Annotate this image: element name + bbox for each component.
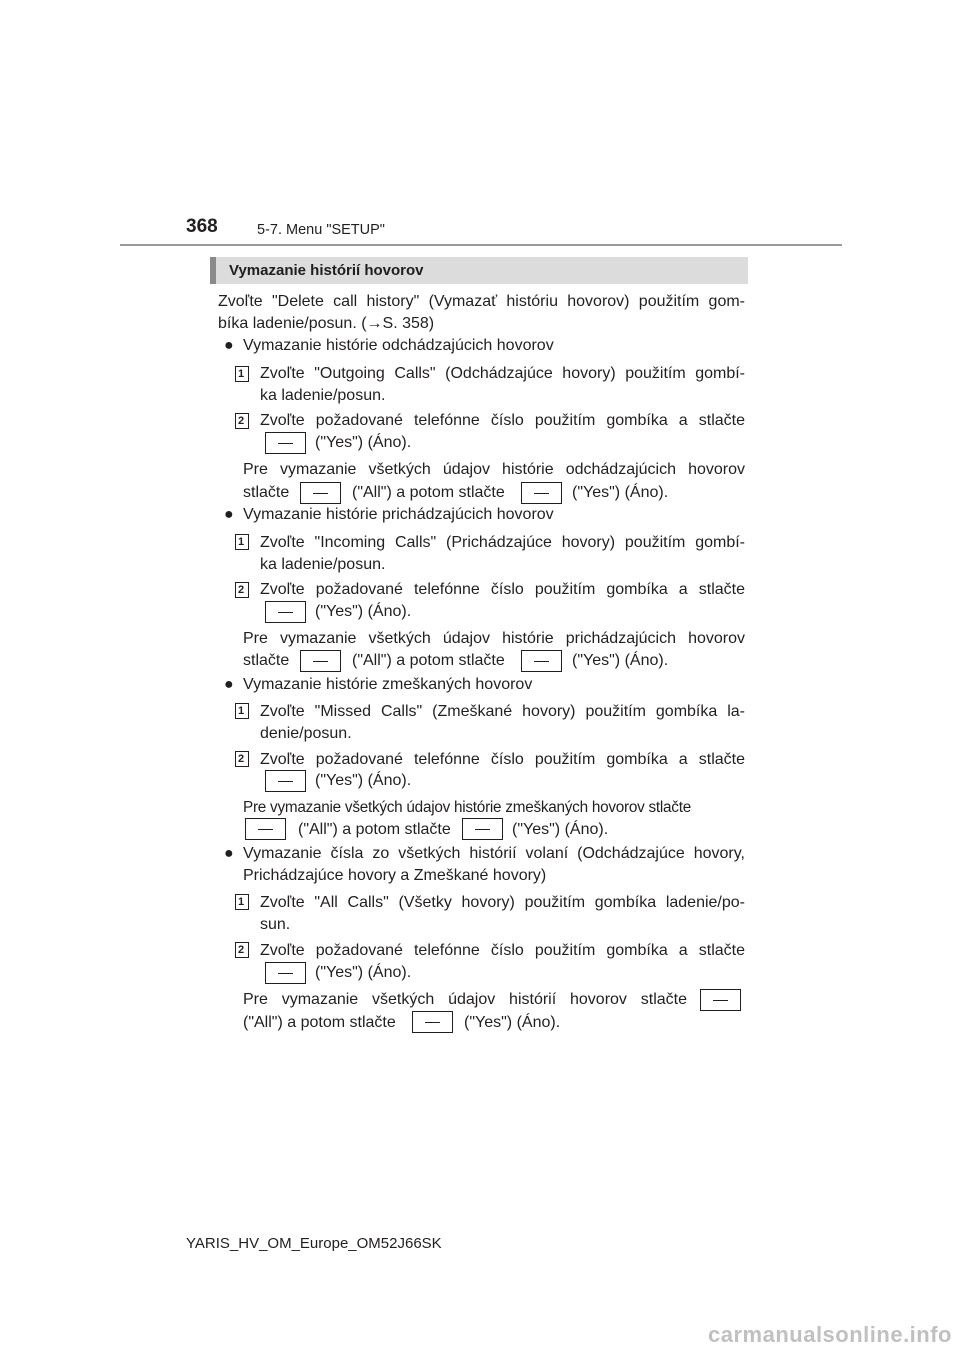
dash-button-icon [265, 601, 306, 623]
step-1-badge: 1 [235, 703, 249, 719]
intro-line-2 [218, 314, 434, 334]
intro-text: bíka ladenie/posun. ( [218, 315, 367, 332]
step-text: Zvoľte "Missed Calls" (Zmeškané hovory) použitím gombíka la- [260, 703, 745, 720]
note-text: ("Yes") (Áno). [512, 821, 609, 838]
bullet-icon: ● [224, 337, 234, 354]
note-text: Pre vymazanie všetkých údajov histórie prichádzajúcich hovorov [243, 630, 745, 647]
subsection-title: Vymazanie histórie prichádzajúcich hovorov [243, 506, 554, 523]
step-text: ("Yes") (Áno). [315, 434, 412, 451]
bullet-icon: ● [224, 676, 234, 693]
section-heading-bar [210, 257, 748, 284]
note-text: Pre vymazanie všetkých údajov histórie zmeškaných hovorov stlačte [243, 799, 691, 816]
section-heading: Vymazanie histórií hovorov [229, 262, 424, 279]
note-text: Pre vymazanie všetkých údajov histórie odchádzajúcich hovorov [243, 461, 745, 478]
note-text: ("All") a potom stlačte [243, 1014, 396, 1031]
step-text: ("Yes") (Áno). [315, 603, 412, 620]
step-text: Zvoľte "All Calls" (Všetky hovory) použitím gombíka ladenie/po- [260, 894, 745, 911]
dash-button-icon [412, 1011, 453, 1033]
subsection-title: Vymazanie čísla zo všetkých histórií volaní (Odchádzajúce hovory, [243, 845, 745, 862]
dash-button-icon [521, 650, 562, 672]
step-2-badge: 2 [235, 751, 249, 767]
step-text: ("Yes") (Áno). [315, 964, 412, 981]
dash-button-icon [462, 818, 503, 840]
step-text: Zvoľte "Outgoing Calls" (Odchádzajúce hovory) použitím gombí- [260, 365, 745, 382]
dash-button-icon [265, 962, 306, 984]
note-text: ("Yes") (Áno). [464, 1014, 561, 1031]
subsection-title: Vymazanie histórie zmeškaných hovorov [243, 676, 533, 693]
dash-button-icon [300, 482, 341, 504]
note-text: Pre vymazanie všetkých údajov histórií hovorov stlačte [243, 991, 687, 1008]
step-text: Zvoľte požadované telefónne číslo použitím gombíka a stlačte [260, 581, 745, 598]
step-text: sun. [260, 916, 291, 933]
subsection-title: Vymazanie histórie odchádzajúcich hovorov [243, 337, 554, 354]
note-text: stlačte [243, 652, 290, 669]
page-reference-link[interactable]: S. 358) [382, 315, 435, 332]
note-text: stlačte [243, 484, 290, 501]
step-text: Zvoľte požadované telefónne číslo použitím gombíka a stlačte [260, 751, 745, 768]
dash-button-icon [265, 770, 306, 792]
subsection-title: Prichádzajúce hovory a Zmeškané hovory) [243, 867, 547, 884]
step-text: ka ladenie/posun. [260, 387, 386, 404]
arrow-right-icon: → [366, 315, 383, 332]
note-text: ("Yes") (Áno). [572, 652, 669, 669]
dash-button-icon [300, 650, 341, 672]
bullet-icon: ● [224, 506, 234, 523]
bullet-icon: ● [224, 845, 234, 862]
step-text: ("Yes") (Áno). [315, 772, 412, 789]
step-text: Zvoľte "Incoming Calls" (Prichádzajúce hovory) použitím gombí- [260, 534, 745, 551]
header-divider [120, 244, 842, 246]
note-text: ("All") a potom stlačte [352, 484, 505, 501]
dash-button-icon [245, 818, 286, 840]
dash-button-icon [700, 989, 741, 1011]
section-title: 5-7. Menu "SETUP" [257, 222, 385, 238]
document-code: YARIS_HV_OM_Europe_OM52J66SK [186, 1235, 442, 1252]
note-text: ("Yes") (Áno). [572, 484, 669, 501]
step-text: Zvoľte požadované telefónne číslo použitím gombíka a stlačte [260, 412, 745, 429]
note-text: ("All") a potom stlačte [298, 821, 451, 838]
page-number: 368 [186, 216, 218, 237]
step-1-badge: 1 [235, 366, 249, 382]
step-text: Zvoľte požadované telefónne číslo použitím gombíka a stlačte [260, 942, 745, 959]
dash-button-icon [521, 482, 562, 504]
step-2-badge: 2 [235, 582, 249, 598]
step-1-badge: 1 [235, 894, 249, 910]
dash-button-icon [265, 432, 306, 454]
step-2-badge: 2 [235, 942, 249, 958]
step-1-badge: 1 [235, 534, 249, 550]
intro-line-1: Zvoľte "Delete call history" (Vymazať históriu hovorov) použitím gom- [218, 293, 745, 310]
step-text: denie/posun. [260, 725, 352, 742]
step-2-badge: 2 [235, 413, 249, 429]
watermark: carmanualsonline.info [708, 1322, 952, 1347]
note-text: ("All") a potom stlačte [352, 652, 505, 669]
step-text: ka ladenie/posun. [260, 556, 386, 573]
